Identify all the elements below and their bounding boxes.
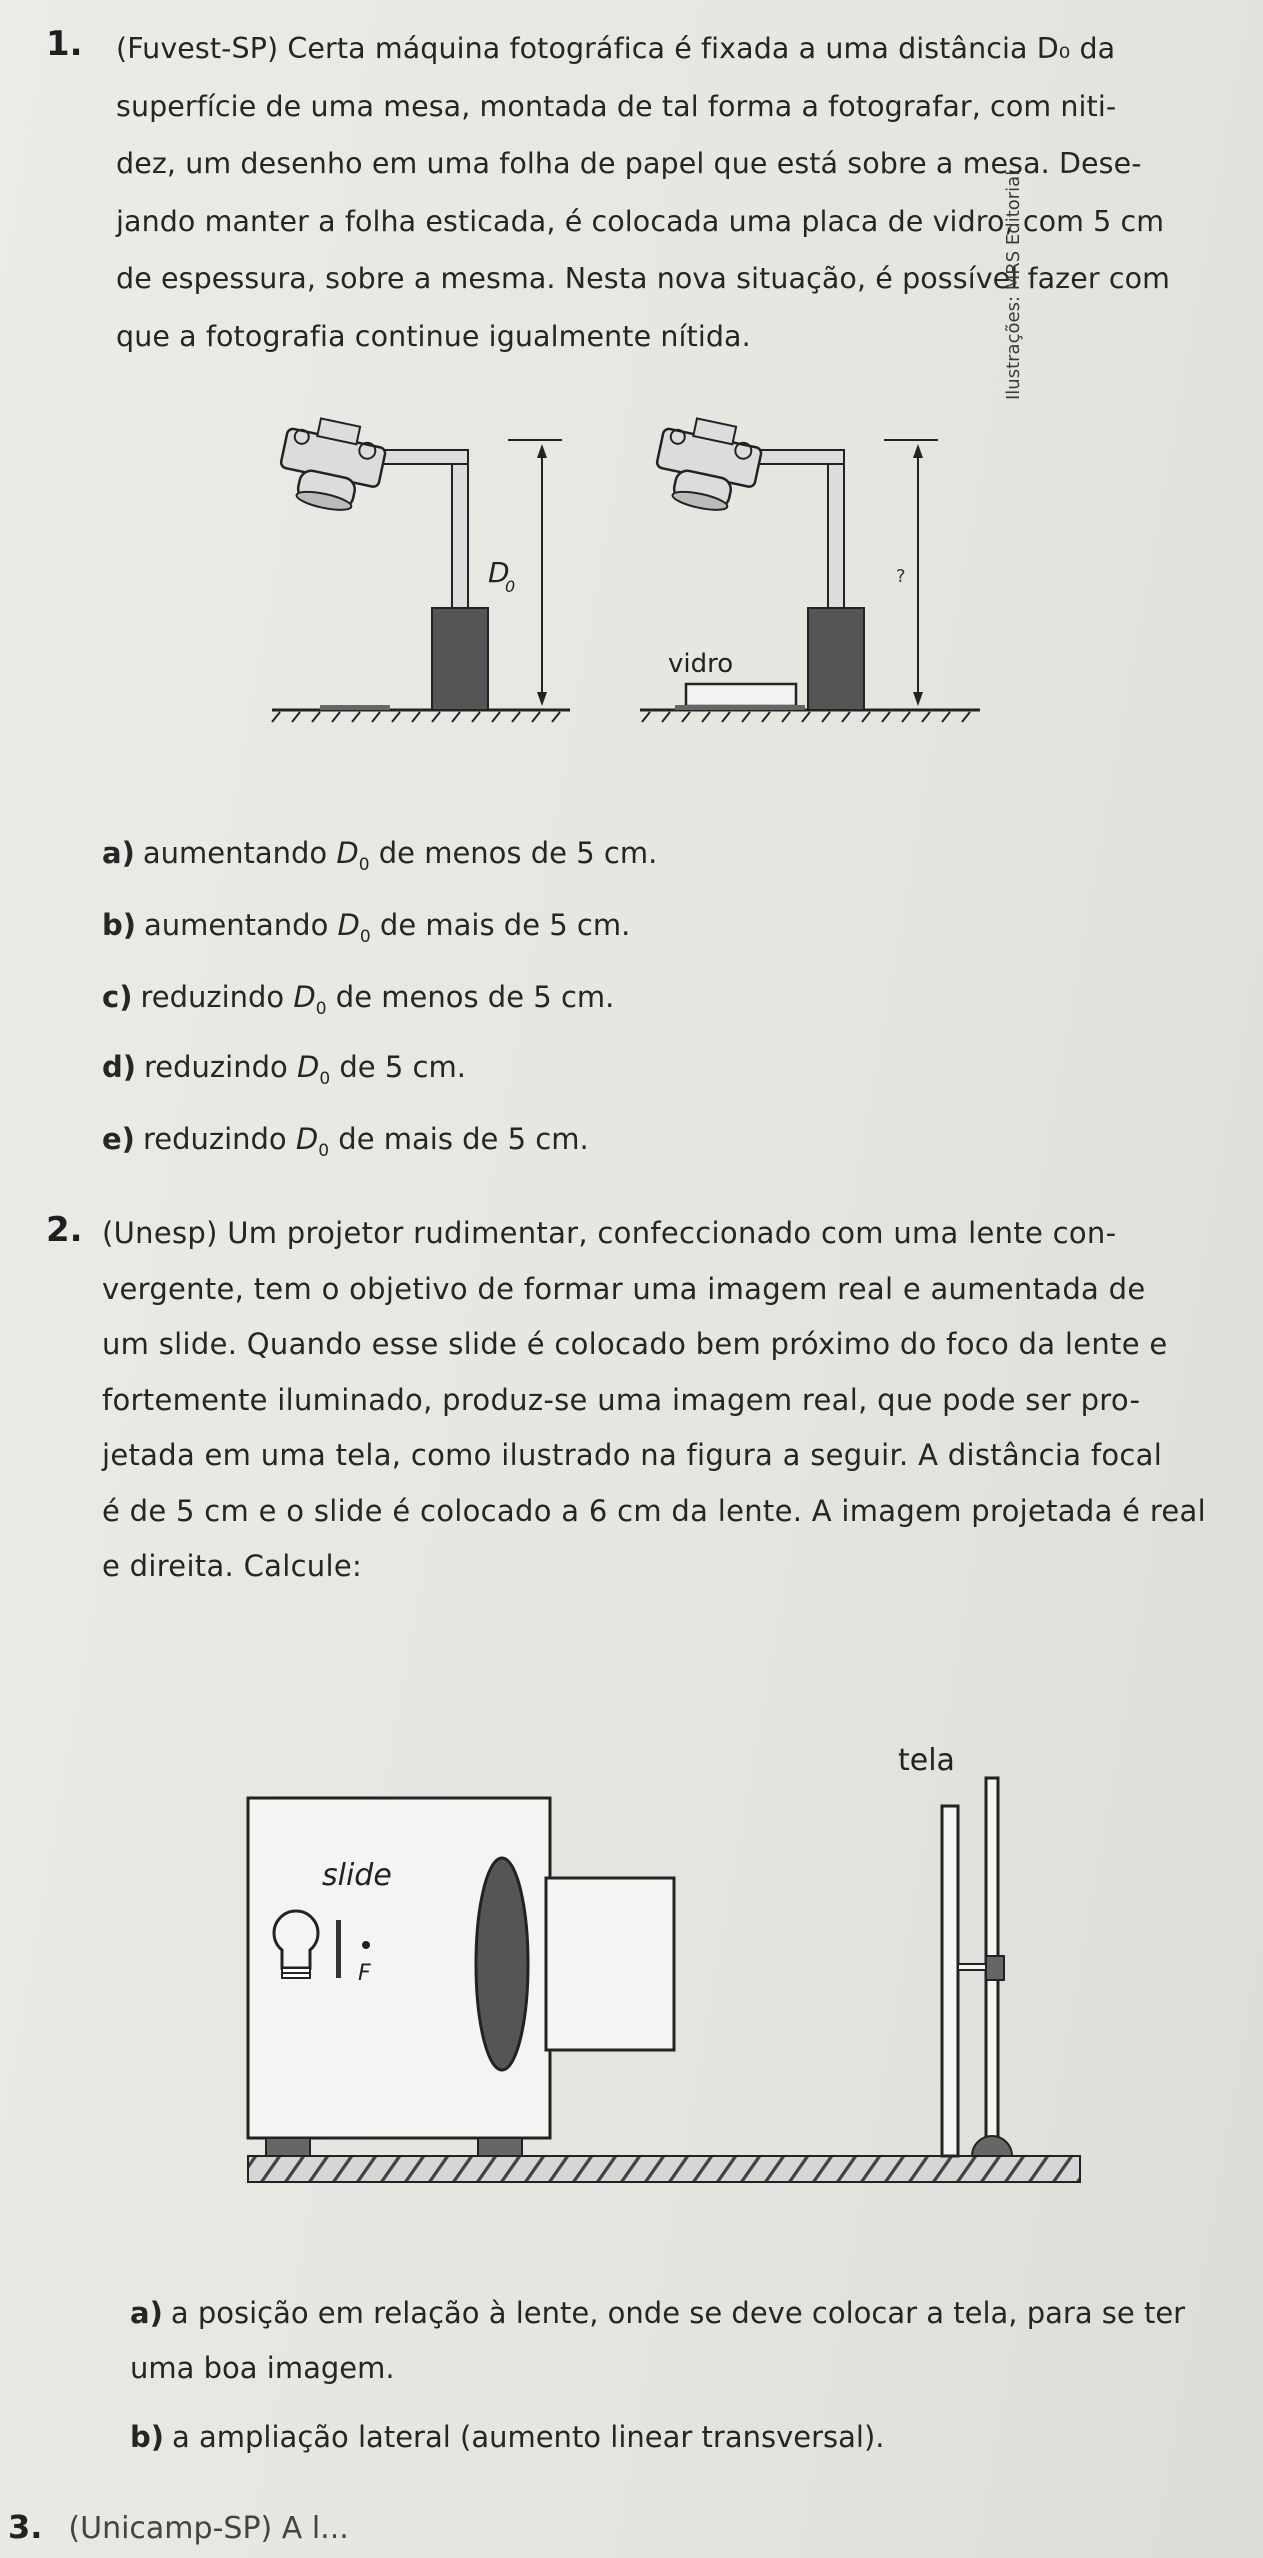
projector-figure — [230, 1730, 1100, 2210]
question-3-text: (Unicamp-SP) A l... — [68, 2511, 349, 2546]
camera-figure — [260, 400, 1020, 740]
camera-setup-left — [272, 412, 570, 722]
q1-option-e[interactable]: e) reduzindo $D_0$ de mais de 5 cm. — [102, 1122, 589, 1161]
question-1-text: (Fuvest-SP) Certa máquina fotográfica é fixada a uma distância D₀ da superfície de uma mesa, montada de tal forma a fotografar, com niti- dez, um desenho em uma folha de papel que está sobre a mesa. Dese- jando manter a folha esticada, é colocada uma placa de vidro, com 5 cm de espessura, sobre a mesma. Nesta nova situação, é possível fazer com que a fotografia continue igualmente nítida. — [116, 32, 1171, 353]
q1-option-a[interactable]: a) aumentando $D_0$ de menos de 5 cm. — [102, 836, 658, 875]
q1-option-c[interactable]: c) reduzindo $D_0$ de menos de 5 cm. — [102, 980, 615, 1019]
question-1-number: 1. — [46, 24, 83, 64]
q1-option-d[interactable]: d) reduzindo $D_0$ de 5 cm. — [102, 1050, 466, 1089]
label-slide: slide — [322, 1858, 392, 1893]
label-unknown: ? — [896, 566, 906, 587]
bulb-icon — [274, 1911, 318, 1978]
question-2-number: 2. — [46, 1210, 83, 1250]
q2-item-b: b) a ampliação lateral (aumento linear transversal). — [130, 2420, 885, 2454]
question-2-text: (Unesp) Um projetor rudimentar, confeccionado com uma lente con- vergente, tem o objetivo de formar uma imagem real e aumentada de um slide. Quando esse slide é colocado bem próximo do foco da lente e fortemente iluminado, produz-se uma imagem real, que pode ser pro- jetada em uma tela, como ilustrado na figura a seguir. A distância focal é de 5 cm e o slide é colocado a 6 cm da lente. A imagem projetada é real e direita. Calcule: — [102, 1216, 1206, 1583]
label-screen: tela — [898, 1743, 955, 1778]
illustration-credit: Ilustrações: MRS Editorial — [1003, 170, 1024, 400]
label-focus: F — [358, 1961, 371, 1986]
label-d0: D — [488, 556, 510, 589]
q2-item-a: a) a posição em relação à lente, onde se deve colocar a tela, para se ter uma boa imagem. — [130, 2296, 1186, 2385]
question-3-partial — [8, 2508, 349, 2546]
label-glass: vidro — [668, 649, 734, 679]
q1-option-b[interactable]: b) aumentando $D_0$ de mais de 5 cm. — [102, 908, 631, 947]
label-d0-sub: 0 — [505, 577, 516, 596]
question-3-number: 3. — [8, 2508, 43, 2546]
